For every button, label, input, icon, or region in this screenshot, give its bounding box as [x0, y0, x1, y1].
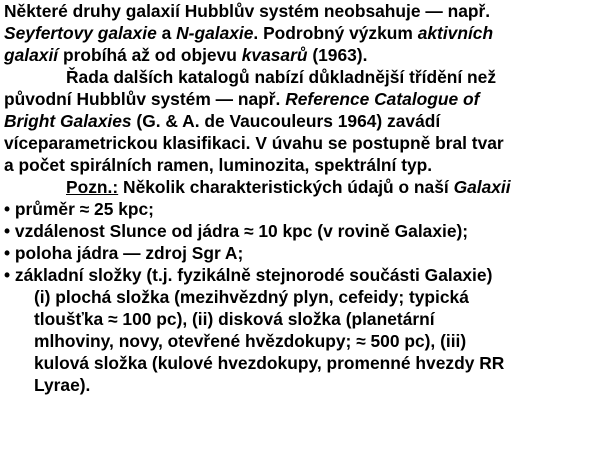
bullet-sun-distance: [4, 220, 468, 242]
text-run: kulová složka (kulové hvezdokupy, promenné hvezdy RR: [34, 353, 505, 373]
term-quasars: kvasarů: [241, 45, 308, 65]
paragraph-1-line-2: [4, 22, 493, 44]
text-run: víceparametrickou klasifikaci. V úvahu se postupně bral tvar: [4, 133, 504, 153]
components-line-2: [34, 308, 435, 330]
bullet-core-position: [4, 242, 243, 264]
components-line-4: [34, 352, 504, 374]
text-run: tloušťka ≈ 100 pc), (ii) disková složka (planetární: [34, 309, 435, 329]
text-run: mlhoviny, novy, otevřené hvězdokupy; ≈ 500 pc), (iii): [34, 331, 467, 351]
term-reference-catalogue: Reference Catalogue of: [285, 89, 480, 109]
text-run: (G. & A. de Vaucouleurs 1964) zavádí: [131, 111, 441, 131]
text-run: • poloha jádra — zdroj Sgr A;: [4, 243, 244, 263]
text-run: Lyrae).: [34, 375, 91, 395]
paragraph-2-line-3: [4, 110, 440, 132]
text-run: • základní složky (t.j. fyzikálně stejnorodé součásti Galaxie): [4, 265, 493, 285]
note-line: [66, 176, 511, 198]
text-run: Řada dalších katalogů nabízí důkladnější třídění než: [66, 67, 497, 87]
paragraph-2-line-1: [66, 66, 496, 88]
term-galaxies: galaxií: [4, 45, 59, 65]
text-run: Některé druhy galaxií Hubblův systém neobsahuje — např.: [4, 1, 491, 21]
components-line-1: [34, 286, 469, 308]
note-label: Pozn.:: [66, 177, 119, 197]
paragraph-2-line-2: [4, 88, 479, 110]
bullet-components: [4, 264, 492, 286]
paragraph-1-line-3: [4, 44, 367, 66]
text-run: probíhá až od objevu: [58, 45, 242, 65]
text-run: původní Hubblův systém — např.: [4, 89, 286, 109]
components-line-3: [34, 330, 466, 352]
text-run: • vzdálenost Slunce od jádra ≈ 10 kpc (v rovině Galaxie);: [4, 221, 469, 241]
text-run: . Podrobný výzkum: [253, 23, 418, 43]
paragraph-1-line-1: [4, 0, 490, 22]
term-bright-galaxies: Bright Galaxies: [4, 111, 132, 131]
paragraph-2-line-5: [4, 154, 432, 176]
text-run: (1963).: [307, 45, 368, 65]
term-active: aktivních: [417, 23, 494, 43]
term-n-galaxies: N-galaxie: [176, 23, 254, 43]
text-run: Několik charakteristických údajů o naší: [118, 177, 454, 197]
paragraph-2-line-4: [4, 132, 504, 154]
text-run: • průměr ≈ 25 kpc;: [4, 199, 154, 219]
components-line-5: [34, 374, 90, 396]
text-run: (i) plochá složka (mezihvězdný plyn, cefeidy; typická: [34, 287, 469, 307]
term-seyfert-galaxies: Seyfertovy galaxie: [4, 23, 157, 43]
bullet-diameter: [4, 198, 154, 220]
text-run: a počet spirálních ramen, luminozita, spektrální typ.: [4, 155, 433, 175]
text-run: a: [156, 23, 177, 43]
term-galaxy: Galaxii: [453, 177, 511, 197]
